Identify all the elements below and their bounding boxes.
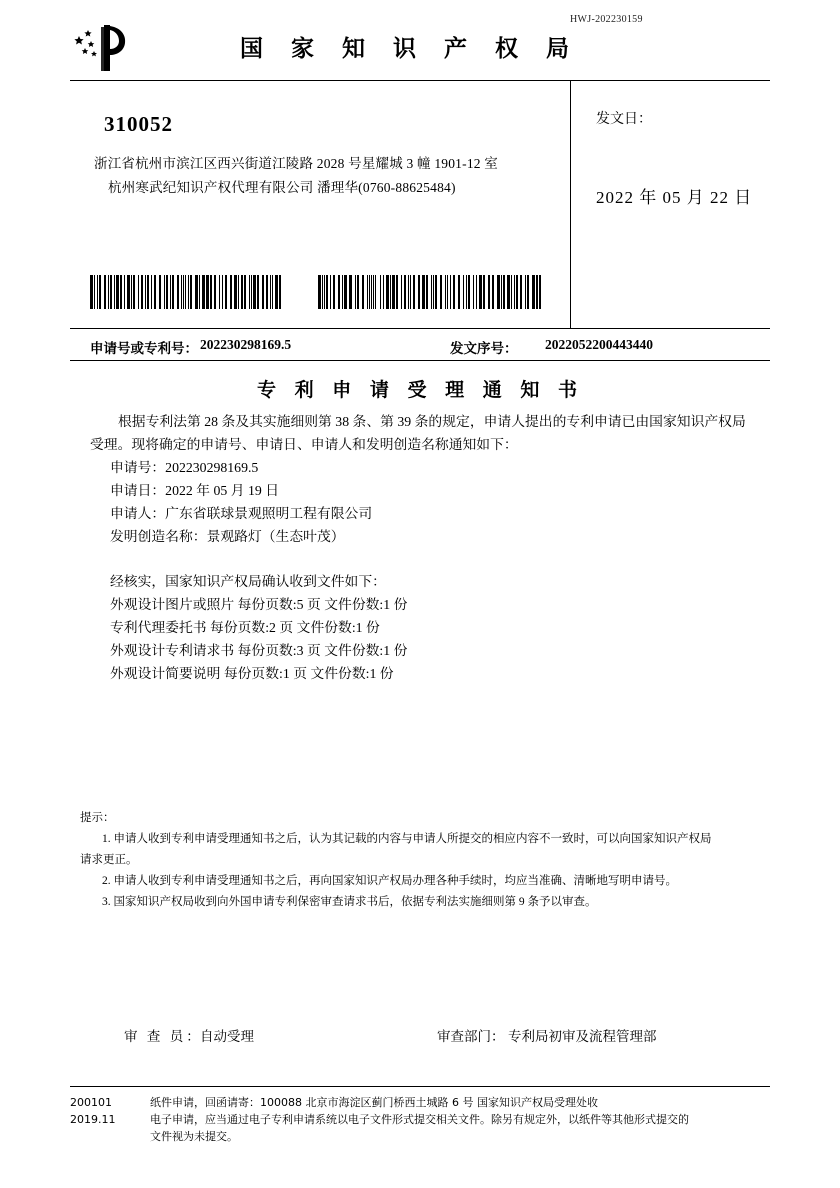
divider-application-row [70, 360, 770, 361]
issue-date-label: 发文日： [596, 112, 652, 127]
tip-item: 2. 申请人收到专利申请受理通知书之后，再向国家知识产权局办理各种手续时，均应当准确、清晰地写明申请号。 [102, 875, 677, 887]
footer-row-2 [70, 1111, 780, 1128]
divider-middle [70, 328, 770, 329]
tip-item-continuation: 请求更正。 [80, 854, 138, 866]
department-label: 审查部门： [437, 1029, 505, 1044]
document-item: 专利代理委托书 每份页数:2 页 文件份数:1 份 [110, 620, 380, 635]
examiner-label: 审 查 员： [124, 1029, 203, 1044]
address-line-2: 杭州寒武纪知识产权代理有限公司 潘理华(0760-88625484) [108, 180, 456, 195]
serial-number-label: 发文序号： [450, 341, 518, 356]
tips-title: 提示： [80, 812, 115, 824]
field-application-date: 申请日：2022 年 05 月 19 日 [110, 483, 280, 498]
application-number-value: 202230298169.5 [200, 337, 292, 352]
footer-text-3: 文件视为未提交。 [150, 1130, 238, 1143]
confirm-line: 经核实，国家知识产权局确认收到文件如下： [110, 574, 386, 589]
body-content [90, 410, 780, 685]
tip-item: 3. 国家知识产权局收到向外国申请专利保密审查请求书后，依据专利法实施细则第 9 条予以审查。 [102, 896, 597, 908]
document-item: 外观设计专利请求书 每份页数:3 页 文件份数:1 份 [110, 643, 408, 658]
footer-row-3 [70, 1128, 780, 1145]
footer-code-1: 200101 [70, 1096, 112, 1109]
spacer [90, 548, 780, 570]
divider-vertical [570, 80, 571, 328]
intro-line-1: 根据专利法第 28 条及其实施细则第 38 条、第 39 条的规定，申请人提出的专利申请已由国家知识产权局 [118, 414, 746, 429]
document-header [70, 22, 770, 74]
footer-code-2: 2019.11 [70, 1113, 116, 1126]
organization-title: 国 家 知 识 产 权 局 [240, 36, 580, 62]
divider-top [70, 80, 770, 81]
examiner-value: 自动受理 [200, 1029, 254, 1044]
issue-date-value: 2022 年 05 月 22 日 [596, 188, 753, 207]
zipcode: 310052 [104, 112, 173, 136]
footer-row-1 [70, 1094, 780, 1111]
field-applicant: 申请人：广东省联球景观照明工程有限公司 [110, 506, 373, 521]
document-item: 外观设计图片或照片 每份页数:5 页 文件份数:1 份 [110, 597, 408, 612]
document-footer [70, 1094, 780, 1145]
field-application-number: 申请号：202230298169.5 [110, 460, 259, 475]
divider-footer [70, 1086, 770, 1087]
barcode-serial-number [318, 275, 542, 309]
application-number-label: 申请号或专利号： [90, 341, 198, 356]
tip-item: 1. 申请人收到专利申请受理通知书之后，认为其记载的内容与申请人所提交的相应内容不一致时，可以向国家知识产权局 [102, 833, 712, 845]
document-code: HWJ-202230159 [570, 14, 643, 25]
department-value: 专利局初审及流程管理部 [508, 1029, 657, 1044]
tips-section [80, 808, 780, 913]
barcode-application-number [90, 275, 282, 309]
serial-number-value: 2022052200443440 [545, 337, 653, 352]
national-emblem-icon [70, 22, 130, 74]
document-item: 外观设计简要说明 每份页数:1 页 文件份数:1 份 [110, 666, 394, 681]
field-invention-name: 发明创造名称：景观路灯（生态叶茂） [110, 529, 345, 544]
footer-text-2: 电子申请，应当通过电子专利申请系统以电子文件形式提交相关文件。除另有规定外，以纸件等其他形式提交的 [150, 1113, 689, 1126]
address-line-1: 浙江省杭州市滨江区西兴街道江陵路 2028 号星耀城 3 幢 1901-12 室 [94, 156, 498, 171]
footer-text-1: 纸件申请，回函请寄：100088 北京市海淀区蓟门桥西土城路 6 号 国家知识产权局受理处收 [150, 1096, 598, 1109]
page-title: 专 利 申 请 受 理 通 知 书 [257, 379, 583, 401]
intro-line-2: 受理。现将确定的申请号、申请日、申请人和发明创造名称通知如下： [90, 437, 518, 452]
